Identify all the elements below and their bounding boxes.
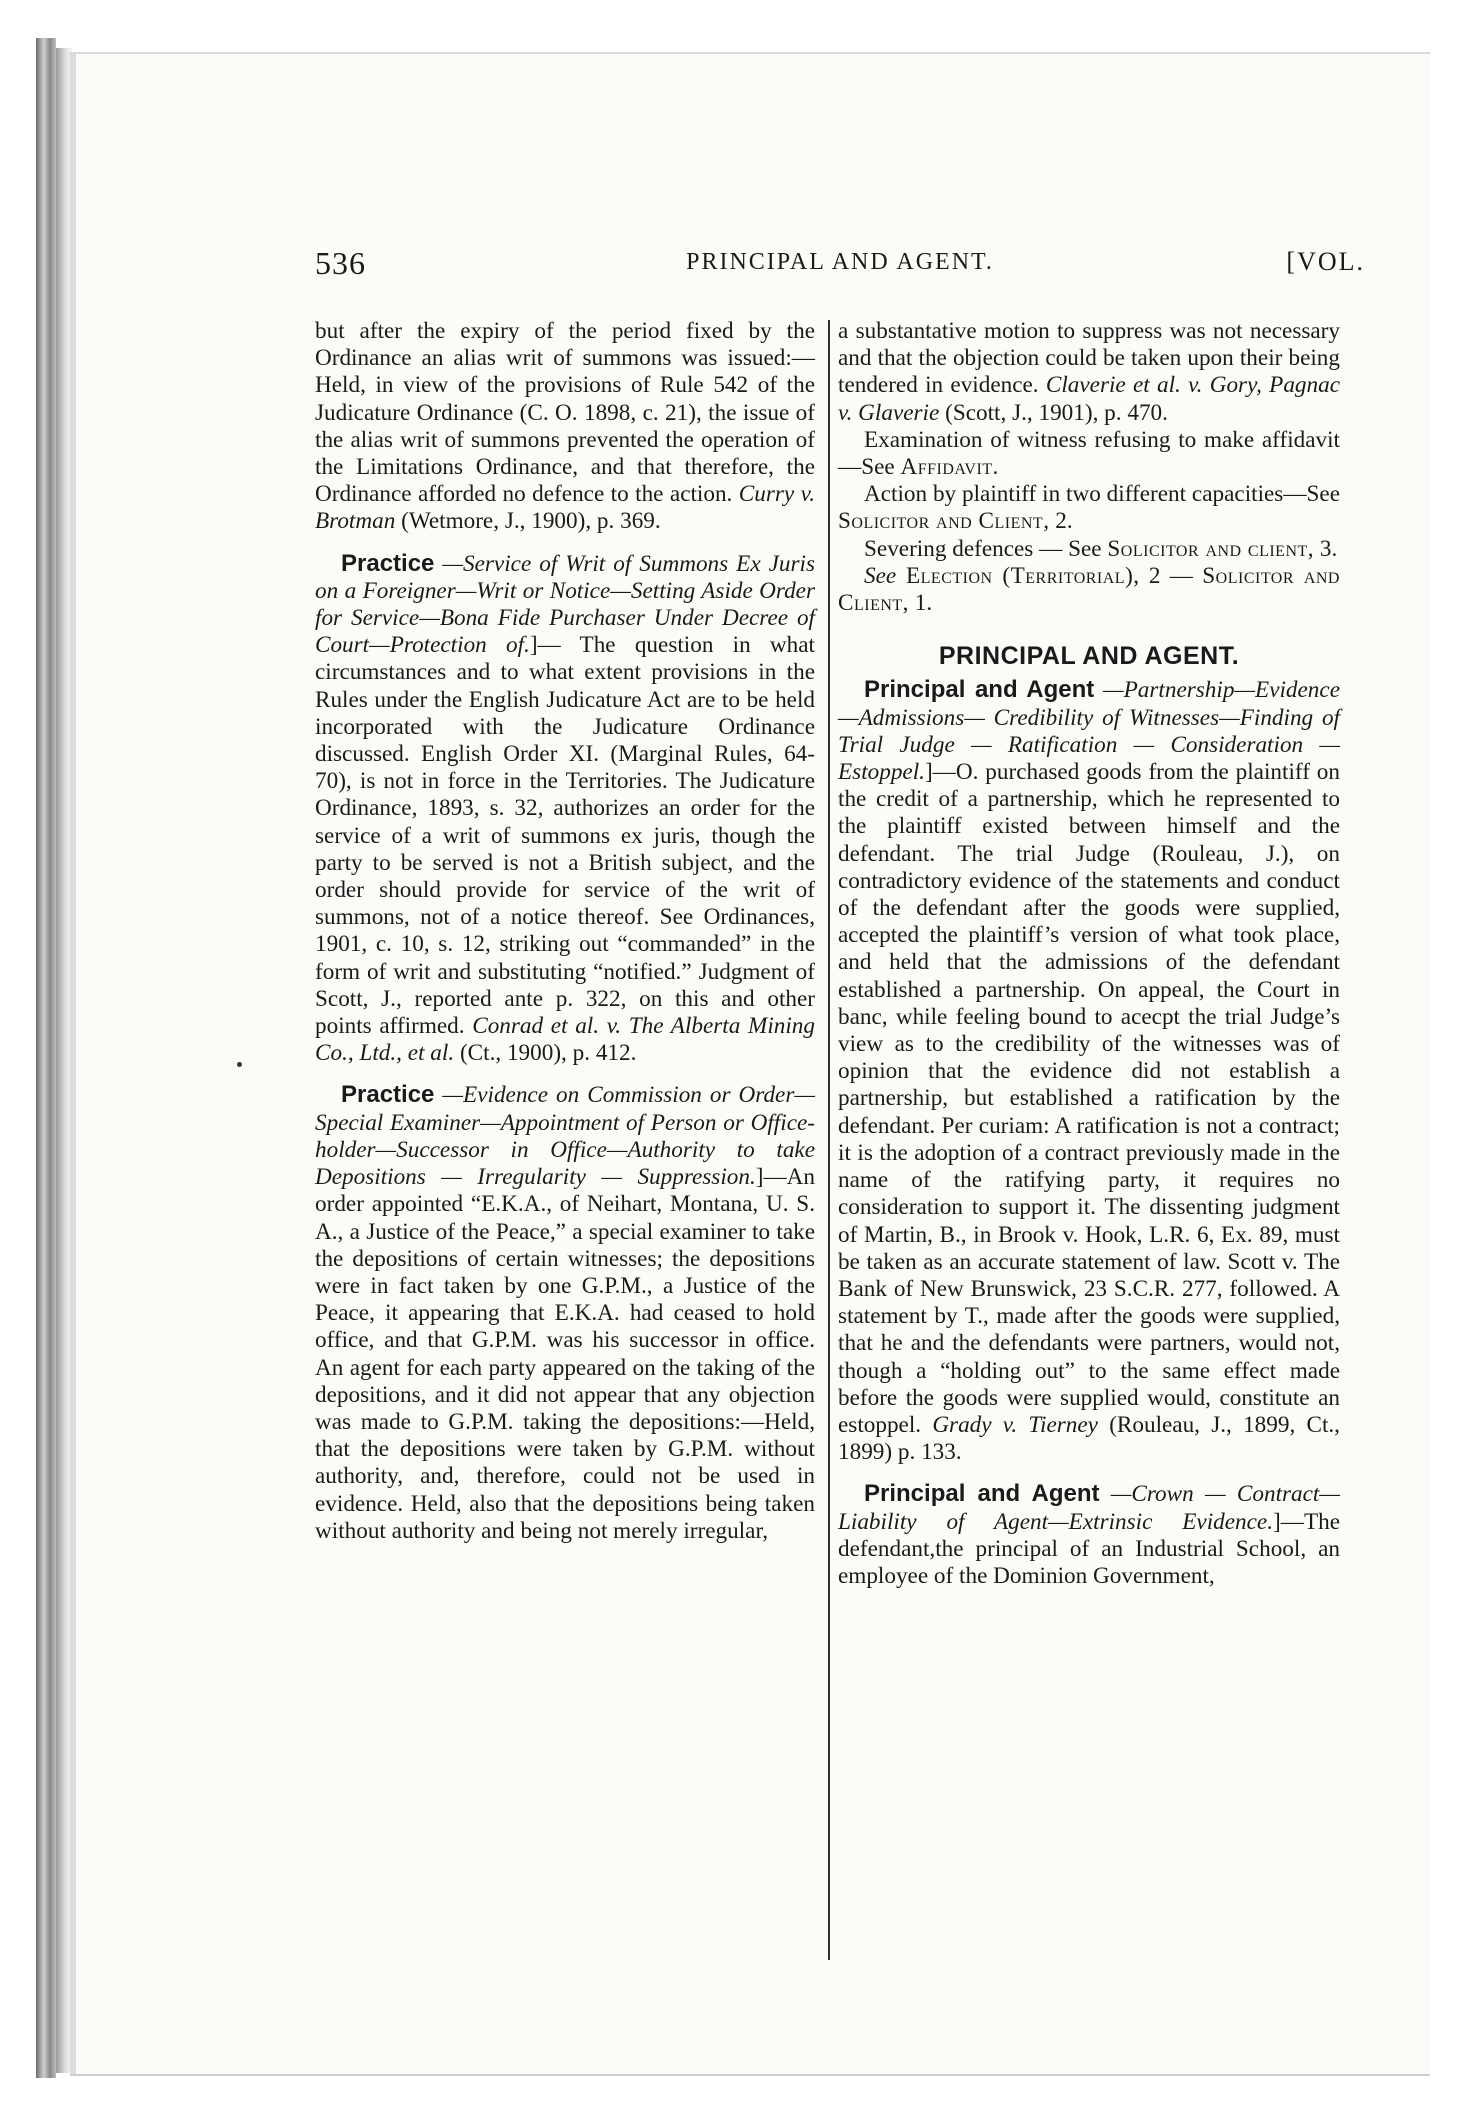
paragraph-practice-evidence: Practice —Evidence on Commission or Order—Special Examiner—Appointment of Person or Office-holder—Successor in Office—Authority to take Depositions — Irregularity — Suppression.]—An order appointed “E.K.A., of Neihart, Montana, U. S. A., a Justice of the Peace,” a special examiner to take the depositions of certain witnesses; the depositions were in fact taken by one G.P.M., a Justice of the Peace, it appearing that E.K.A. had ceased to hold office, and that G.P.M. was his successor in office. An agent for each party appeared on the taking of the depositions, and it did not appear that any objection was made to G.P.M. taking the depositions:—Held, that the depositions were taken by G.P.M. without authority, and, therefore, could not be used in evidence. Held, also that the depositions being taken without authority and being not merely irregular, [315,1081,815,1544]
entry-subjects: —Crown — Contract—Liability of Agent—Extrinsic Evidence. [838,1481,1340,1535]
book-page-edges [36,38,56,2078]
cross-reference-capacities: Action by plaintiff in two different capacities—See Solicitor and Client, 2. [838,481,1340,535]
entry-heading: Practice [341,549,435,577]
case-citation: Claverie et al. v. Gory, Pagnac v. Glaverie [838,372,1340,426]
entry-heading: Principal and Agent [864,676,1095,704]
entry-subjects: —Partnership—Evidence —Admissions— Credibility of Witnesses—Finding of Trial Judge — Ratification — Consideration —Estoppel. [838,677,1340,786]
binding-edge [70,54,76,2074]
entry-subjects: —Service of Writ of Summons Ex Juris on a Foreigner—Writ or Notice—Setting Aside Order for Service—Bona Fide Purchaser Under Decree of Court—Protection of. [315,550,815,659]
column-divider [828,320,830,1960]
case-citation: Conrad et al. v. The Alberta Mining Co., Ltd., et al. [315,1013,815,1067]
case-citation: Grady v. Tierney [932,1411,1098,1438]
cross-reference-defences: Severing defences — See Solicitor and client, 3. [864,535,1338,562]
entry-heading: Principal and Agent [864,1480,1100,1508]
entry-subjects: —Evidence on Commission or Order—Special Examiner—Appointment of Person or Office-holder—Successor in Office—Authority to take Depositions — Irregularity — Suppression. [315,1082,815,1191]
entry-heading: Practice [341,1081,435,1109]
running-header [315,245,1365,289]
paragraph-crown-contract: Principal and Agent —Crown — Contract—Liability of Agent—Extrinsic Evidence.]—The defendant,the principal of an Industrial School, an employee of the Dominion Government, [838,1480,1340,1589]
cross-reference-affidavit: Examination of witness refusing to make affidavit—See Affidavit. [838,426,1340,481]
page-number: 536 [315,245,366,281]
paragraph-curry-brotman: but after the expiry of the period fixed by the Ordinance an alias writ of summons was issued:—Held, in view of the provisions of Rule 542 of the Judicature Ordinance (C. O. 1898, c. 21), the issue of the alias writ of summons prevented the operation of the Limitations Ordinance, and that therefore, the Ordinance afforded no defence to the action. Curry v. Brotman (Wetmore, J., 1900), p. 369. [315,318,815,535]
volume-marker: [VOL. [1286,247,1365,276]
running-title: PRINCIPAL AND AGENT. [686,249,994,275]
cross-reference-election: See Election (Territorial), 2 — Solicitor and Client, 1. [838,562,1340,617]
right-column [838,318,1340,1590]
section-title: PRINCIPAL AND AGENT. [938,642,1240,671]
left-column [315,318,815,1545]
case-citation: Curry v. Brotman [315,481,815,535]
paragraph-practice-service: Practice —Service of Writ of Summons Ex Juris on a Foreigner—Writ or Notice—Setting Aside Order for Service—Bona Fide Purchaser Under Decree of Court—Protection of.]— The question in what circumstances and to what extent provisions in the Rules under the English Judicature Act are to be held incorporated with the Judicature Ordinance discussed. English Order XI. (Marginal Rules, 64-70), is not in force in the Territories. The Judicature Ordinance, 1893, s. 32, authorizes an order for the service of a writ of summons ex juris, though the party to be served is not a British subject, and the order should provide for service of the writ of summons, not of a notice thereof. See Ordinances, 1901, c. 10, s. 12, striking out “commanded” in the form of writ and substituting “notified.” Judgment of Scott, J., reported ante p. 322, on this and other points affirmed. Conrad et al. v. The Alberta Mining Co., Ltd., et al. (Ct., 1900), p. 412. [315,549,815,1067]
paragraph-continuation: a substantative motion to suppress was not necessary and that the objection could be taken upon their being tendered in evidence. Claverie et al. v. Gory, Pagnac v. Glaverie (Scott, J., 1901), p. 470. [838,318,1340,426]
paragraph-grady-tierney: Principal and Agent —Partnership—Evidence —Admissions— Credibility of Witnesses—Finding of Trial Judge — Ratification — Consideration —Estoppel.]—O. purchased goods from the plaintiff on the credit of a partnership, which he represented to the plaintiff existed between himself and the defendant. The trial Judge (Rouleau, J.), on contradictory evidence of the statements and conduct of the defendant after the goods were supplied, accepted the plaintiff’s version of what took place, and held that the admissions of the defendant established a partnership. On appeal, the Court in banc, while feeling bound to acecpt the trial Judge’s view as to the credibility of the witnesses was of opinion that the evidence did not establish a partnership, but established a ratification by the defendant. Per curiam: A ratification is not a contract; it is the adoption of a contract previously made in the name of the ratifying party, it requires no consideration to support it. The dissenting judgment of Martin, B., in Brook v. Hook, L.R. 6, Ex. 89, must be taken as an accurate statement of law. Scott v. The Bank of New Brunswick, 23 S.C.R. 277, followed. A statement by T., made after the goods were supplied, that he and the defendants were partners, would not, though a “holding out” to the same effect made before the goods were supplied would, constitute an estoppel. Grady v. Tierney (Rouleau, J., 1899, Ct., 1899) p. 133. [838,676,1340,1466]
margin-mark [237,1062,242,1067]
